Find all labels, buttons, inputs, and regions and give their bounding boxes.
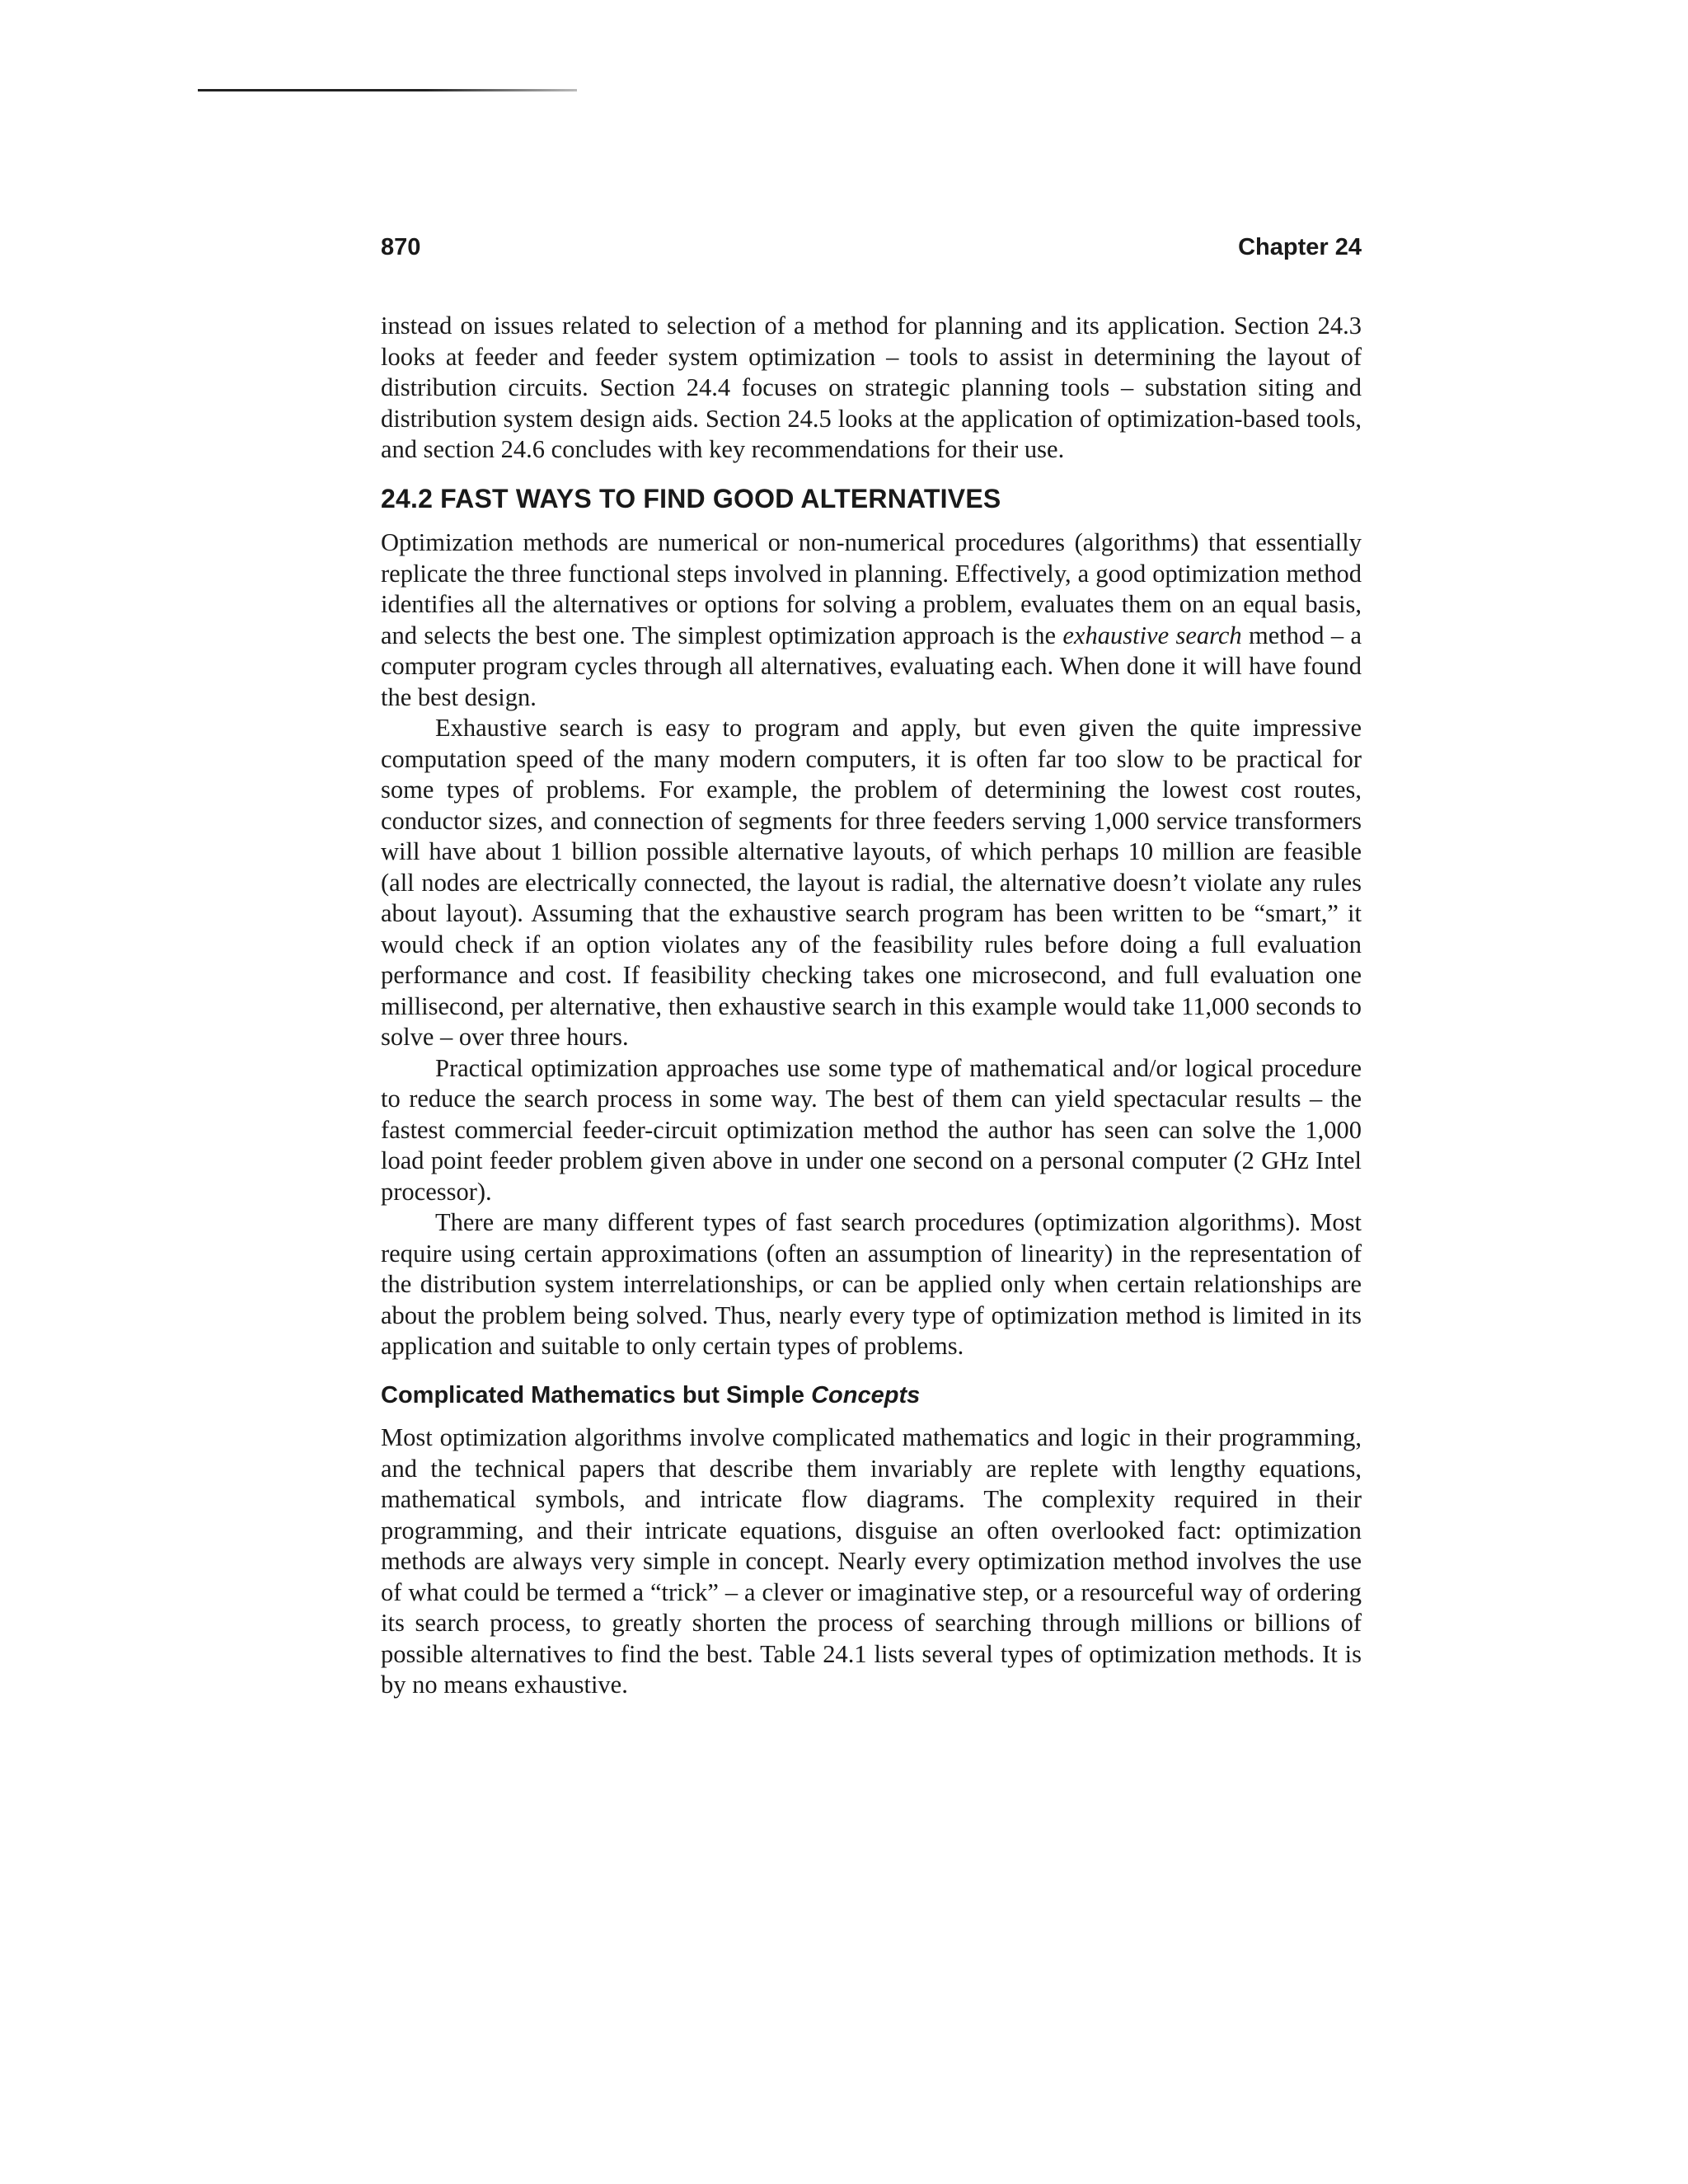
subsection-heading <box>381 1380 1362 1412</box>
section-paragraph-1-start: Optimization methods are numerical or non-numerical procedures (algorithms) that essentially replicate the three functional steps involved in planning. Effectively, a good optimization method identifies all the alternatives or options for solving a problem, evaluates them on an equal basis, and selects the best one. The simplest optimization approach is the <box>381 528 1362 649</box>
chapter-label: Chapter 24 <box>1238 234 1362 260</box>
subsection-heading-italic: Concepts <box>811 1381 921 1408</box>
running-head <box>381 234 1362 261</box>
subsection-paragraph-1: Most optimization algorithms involve complicated mathematics and logic in their programming, and the technical papers that describe them invariably are replete with lengthy equations, mathematical symbols, and intricate flow diagrams. The complexity required in their programming, and their intricate equations, disguise an often overlooked fact: optimization methods are always very simple in concept. Nearly every optimization method involves the use of what could be termed a “trick” – a clever or imaginative step, or a resourceful way of ordering its search process, to greatly shorten the process of searching through millions or billions of possible alternatives to find the best. Table 24.1 lists several types of optimization methods. It is by no means exhaustive. <box>381 1423 1362 1699</box>
section-paragraph-1-end: method – a computer program cycles through all alternatives, evaluating each. When done it will have found the best design. <box>381 621 1362 711</box>
body-text <box>381 311 1362 1701</box>
section-paragraph-1 <box>381 527 1362 713</box>
section-heading: 24.2 FAST WAYS TO FIND GOOD ALTERNATIVES <box>381 483 1001 513</box>
subsection-heading-plain: Complicated Mathematics but Simple <box>381 1381 812 1408</box>
section-paragraph-3: Practical optimization approaches use some type of mathematical and/or logical procedure to reduce the search process in some way. The best of them can yield spectacular results – the fastest commercial feeder-circuit optimization method the author has seen can solve the 1,000 load point feeder problem given above in under one second on a personal computer (2 GHz Intel processor). <box>381 1053 1362 1206</box>
page <box>381 234 1362 1701</box>
intro-paragraph: instead on issues related to selection of a method for planning and its application. Section 24.3 looks at feeder and feeder system optimization – tools to assist in determining the layout of distribution circuits. Section 24.4 focuses on strategic planning tools – substation siting and distribution system design aids. Section 24.5 looks at the application of optimization-based tools, and section 24.6 concludes with key recommendations for their use. <box>381 312 1362 463</box>
top-rule <box>198 89 577 91</box>
section-paragraph-4: There are many different types of fast search procedures (optimization algorithms). Most require using certain approximations (often an assumption of linearity) in the representation of the distribution system interrelationships, or can be applied only when certain relationships are about the problem being solved. Thus, nearly every type of optimization method is limited in its application and suitable to only certain types of problems. <box>381 1208 1362 1360</box>
page-number: 870 <box>381 234 421 260</box>
section-paragraph-2: Exhaustive search is easy to program and apply, but even given the quite impressive computation speed of the many modern computers, it is often far too slow to be practical for some types of problems. For example, the problem of determining the lowest cost routes, conductor sizes, and connection of segments for three feeders serving 1,000 service transformers will have about 1 billion possible alternative layouts, of which perhaps 10 million are feasible (all nodes are electrically connected, the layout is radial, the alternative doesn’t violate any rules about layout). Assuming that the exhaustive search program has been written to be “smart,” it would check if an option violates any of the feasibility rules before doing a full evaluation performance and cost. If feasibility checking takes one microsecond, and full evaluation one millisecond, per alternative, then exhaustive search in this example would take 11,000 seconds to solve – over three hours. <box>381 714 1362 1051</box>
exhaustive-search-term: exhaustive search <box>1062 621 1242 649</box>
